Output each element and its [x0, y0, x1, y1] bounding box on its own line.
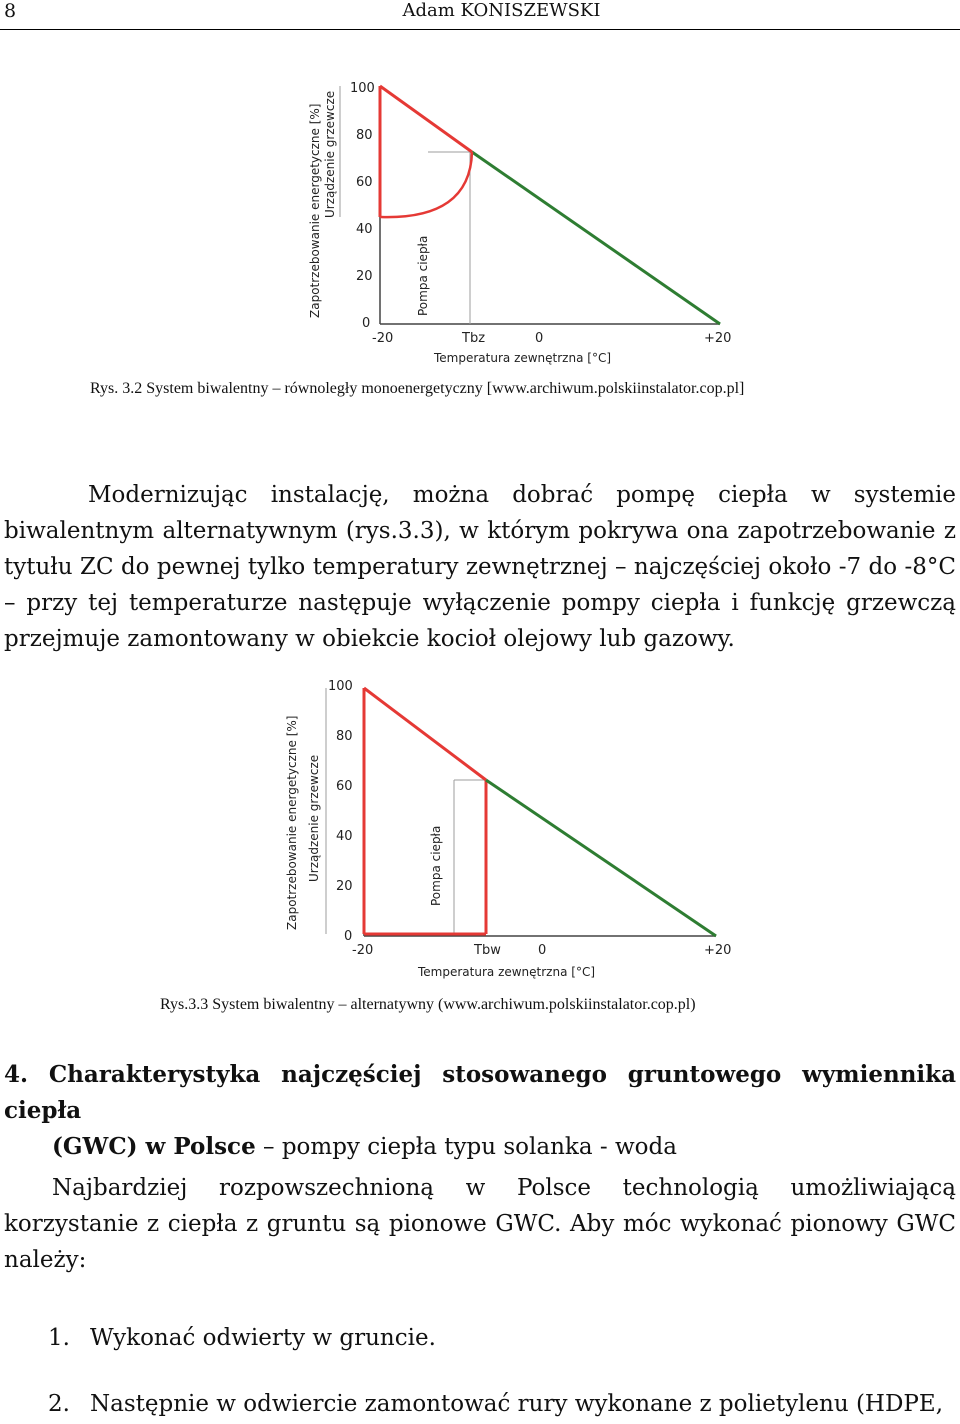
figure-2-chart [280, 672, 740, 984]
list-item-text: Następnie w odwiercie zamontować rury wykonane z polietylenu (HDPE, [90, 1391, 944, 1417]
section-heading-line-1 [4, 1057, 956, 1129]
fig2-y-tick: 0 [344, 929, 353, 944]
fig1-y-tick: 100 [350, 81, 375, 96]
fig2-y-tick: 40 [336, 829, 353, 844]
fig2-y-tick: 80 [336, 729, 353, 744]
fig1-x-tick: +20 [704, 331, 732, 346]
fig1-heater-label: Urządzenie grzewcze [323, 90, 337, 218]
list-item [48, 1320, 436, 1356]
paragraph-line: – przy tej temperaturze następuje wyłączenie pompy ciepła i funkcję grzewczą [4, 590, 956, 616]
fig1-y-tick: 80 [356, 128, 373, 143]
section-number: 4. [4, 1061, 29, 1088]
page-number: 8 [4, 0, 17, 22]
list-item-number: 1. [48, 1325, 70, 1351]
paragraph-line: należy: [4, 1247, 87, 1273]
paragraph-line: biwalentnym alternatywnym (rys.3.3), w którym pokrywa ona zapotrzebowanie z [4, 518, 956, 544]
fig1-y-tick: 60 [356, 175, 373, 190]
fig2-pump-label: Pompa ciepła [429, 825, 443, 906]
fig1-y-tick: 40 [356, 222, 373, 237]
figure-1-chart [300, 70, 750, 370]
running-head-author: Adam KONISZEWSKI [402, 0, 601, 21]
fig1-demand-line-green [472, 152, 720, 324]
paragraph-line: korzystanie z ciepła z gruntu są pionowe GWC. Aby móc wykonać pionowy GWC [4, 1211, 956, 1237]
fig2-heater-slope [364, 688, 486, 780]
figure-1-caption: Rys. 3.2 System biwalentny – równoległy monoenergetyczny [www.archiwum.polskiinstalator.cop.pl] [90, 380, 745, 397]
fig1-y-tick: 20 [356, 269, 373, 284]
fig1-x-tick: 0 [535, 331, 544, 346]
fig2-y-tick: 100 [328, 679, 353, 694]
fig2-x-tick: Tbw [474, 943, 501, 958]
fig1-y-tick: 0 [362, 316, 371, 331]
fig1-x-tick: Tbz [462, 331, 486, 346]
paragraph-line: przejmuje zamontowany w obiekcie kocioł olejowy lub gazowy. [4, 626, 735, 652]
list-item-text: Wykonać odwierty w gruncie. [90, 1325, 436, 1351]
fig2-x-tick: -20 [352, 943, 374, 958]
paragraph-line: Najbardziej rozpowszechnioną w Polsce technologią umożliwiającą [52, 1175, 956, 1201]
fig1-pump-label: Pompa ciepła [416, 235, 430, 316]
fig1-heater-curve [380, 152, 472, 217]
body-paragraph-2 [4, 1170, 956, 1278]
list-item-number: 2. [48, 1391, 70, 1417]
figure-2-caption: Rys.3.3 System biwalentny – alternatywny (www.archiwum.polskiinstalator.cop.pl) [160, 996, 696, 1013]
fig2-demand-line-green [486, 780, 716, 936]
fig1-y-axis-title: Zapotrzebowanie energetyczne [%] [308, 103, 322, 318]
section-heading [4, 1057, 956, 1165]
fig2-y-tick: 60 [336, 779, 353, 794]
fig2-heater-label: Urządzenie grzewcze [307, 754, 321, 882]
body-paragraph-1 [4, 477, 956, 657]
paragraph-line: tytułu ZC do pewnej tylko temperatury zewnętrznej – najczęściej około -7 do -8°C [4, 554, 956, 580]
fig1-x-axis-title: Temperatura zewnętrzna [°C] [434, 351, 611, 365]
fig2-y-axis-title: Zapotrzebowanie energetyczne [%] [285, 715, 299, 930]
section-title-bold-1: Charakterystyka najczęściej stosowanego gruntowego wymiennika ciepła [4, 1061, 956, 1124]
list-item [48, 1386, 943, 1422]
header-rule [0, 29, 960, 30]
fig1-x-tick: -20 [372, 331, 394, 346]
paragraph-line: Modernizując instalację, można dobrać pompę ciepła w systemie [88, 482, 956, 508]
section-title-bold-2: (GWC) w Polsce [52, 1133, 256, 1160]
fig2-x-tick: +20 [704, 943, 732, 958]
section-heading-line-2 [4, 1129, 956, 1165]
fig2-y-tick: 20 [336, 879, 353, 894]
fig1-demand-line-red [380, 86, 472, 152]
section-title-rest: – pompy ciepła typu solanka - woda [255, 1134, 677, 1160]
fig2-x-tick: 0 [538, 943, 547, 958]
fig2-x-axis-title: Temperatura zewnętrzna [°C] [418, 965, 595, 979]
